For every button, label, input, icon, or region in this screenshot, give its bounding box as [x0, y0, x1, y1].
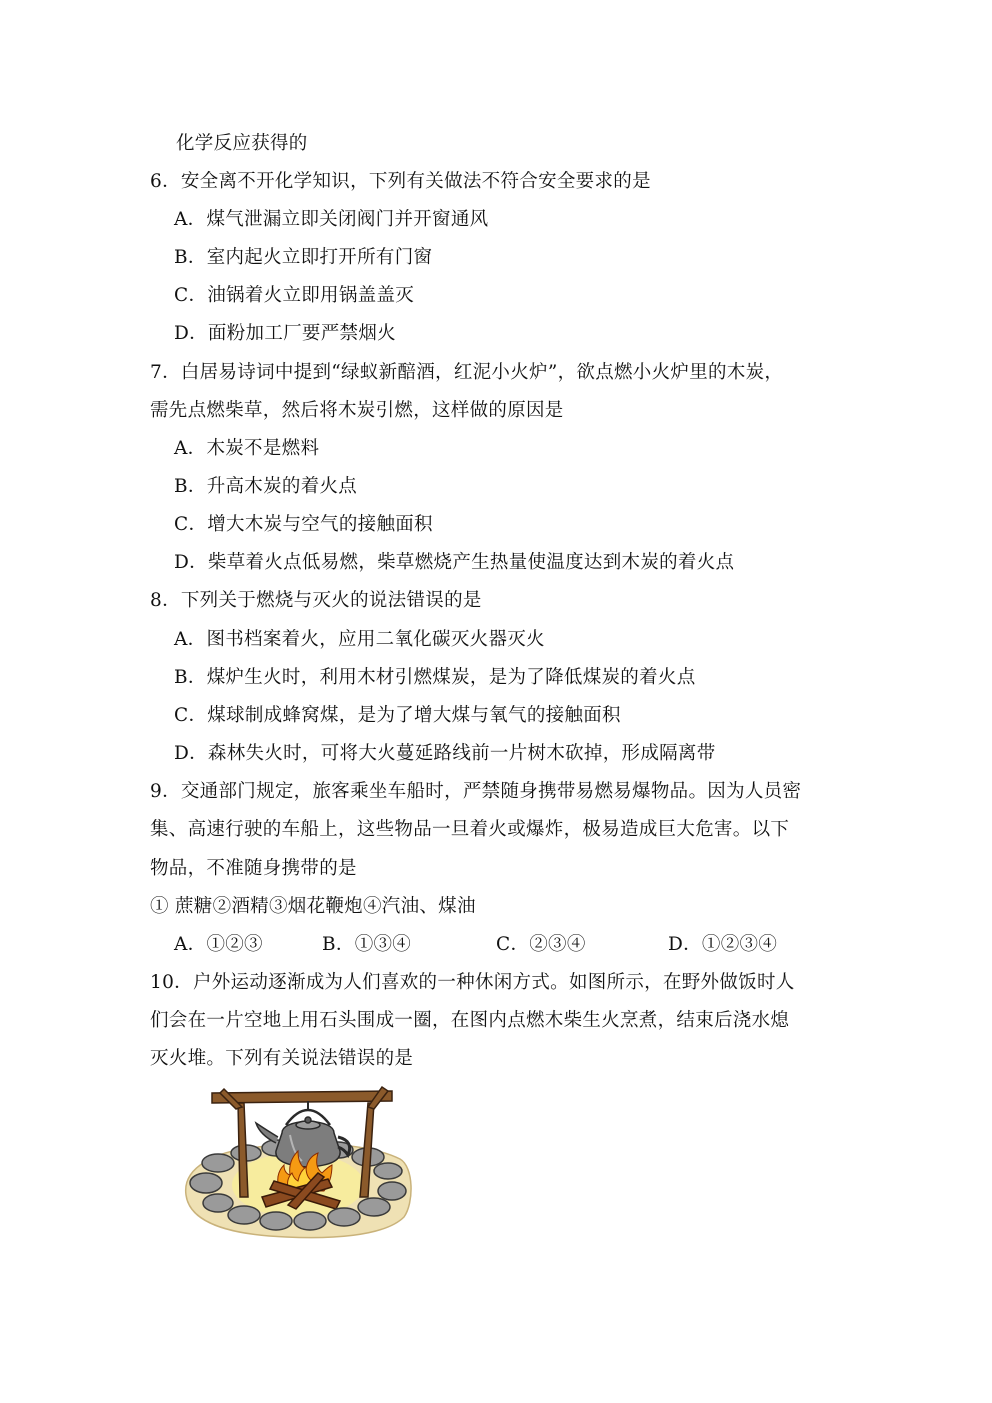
question-10-stem: 10．户外运动逐渐成为人们喜欢的一种休闲方式。如图所示，在野外做饭时人	[150, 972, 795, 993]
question-9-stem: 9．交通部门规定，旅客乘坐车船时，严禁随身携带易燃易爆物品。因为人员密	[150, 781, 802, 802]
text-line: 化学反应获得的	[176, 133, 308, 154]
question-10-stem-continued: 们会在一片空地上用石头围成一圈，在图内点燃木柴生火烹煮，结束后浇水熄	[150, 1010, 790, 1031]
campfire-illustration	[178, 1085, 414, 1240]
question-8-option-b: B．煤炉生火时，利用木材引燃煤炭，是为了降低煤炭的着火点	[174, 667, 696, 688]
question-6-option-d: D．面粉加工厂要严禁烟火	[174, 323, 396, 344]
question-9-option-b: B．①③④	[322, 934, 412, 955]
question-7-option-b: B．升高木炭的着火点	[174, 476, 358, 497]
question-10-stem-continued: 灭火堆。下列有关说法错误的是	[150, 1048, 414, 1069]
question-8-option-c: C．煤球制成蜂窝煤，是为了增大煤与氧气的接触面积	[174, 705, 621, 726]
question-9-option-d: D．①②③④	[668, 934, 778, 955]
question-7-option-c: C．增大木炭与空气的接触面积	[174, 514, 433, 535]
question-8-option-a: A．图书档案着火，应用二氧化碳灭火器灭火	[174, 629, 545, 650]
question-6-option-a: A．煤气泄漏立即关闭阀门并开窗通风	[174, 209, 489, 230]
question-8-option-d: D．森林失火时，可将大火蔓延路线前一片树木砍掉，形成隔离带	[174, 743, 716, 764]
question-7-option-d: D．柴草着火点低易燃，柴草燃烧产生热量使温度达到木炭的着火点	[174, 552, 735, 573]
question-9-stem-continued: 集、高速行驶的车船上，这些物品一旦着火或爆炸，极易造成巨大危害。以下	[150, 819, 790, 840]
question-8-stem: 8．下列关于燃烧与灭火的说法错误的是	[150, 590, 482, 611]
question-9-options	[0, 933, 992, 957]
question-7-option-a: A．木炭不是燃料	[174, 438, 320, 459]
question-9-items: ① 蔗糖②酒精③烟花鞭炮④汽油、煤油	[150, 896, 476, 917]
question-6-option-c: C．油锅着火立即用锅盖盖灭	[174, 285, 415, 306]
question-9-option-c: C．②③④	[496, 934, 586, 955]
question-6-option-b: B．室内起火立即打开所有门窗	[174, 247, 433, 268]
question-9-stem-continued: 物品，不准随身携带的是	[150, 858, 357, 879]
question-6-stem: 6．安全离不开化学知识，下列有关做法不符合安全要求的是	[150, 171, 651, 192]
question-7-stem-continued: 需先点燃柴草，然后将木炭引燃，这样做的原因是	[150, 400, 564, 421]
question-7-stem: 7．白居易诗词中提到“绿蚁新醅酒，红泥小火炉”，欲点燃小火炉里的木炭，	[150, 362, 784, 383]
question-9-option-a: A．①②③	[174, 934, 263, 955]
